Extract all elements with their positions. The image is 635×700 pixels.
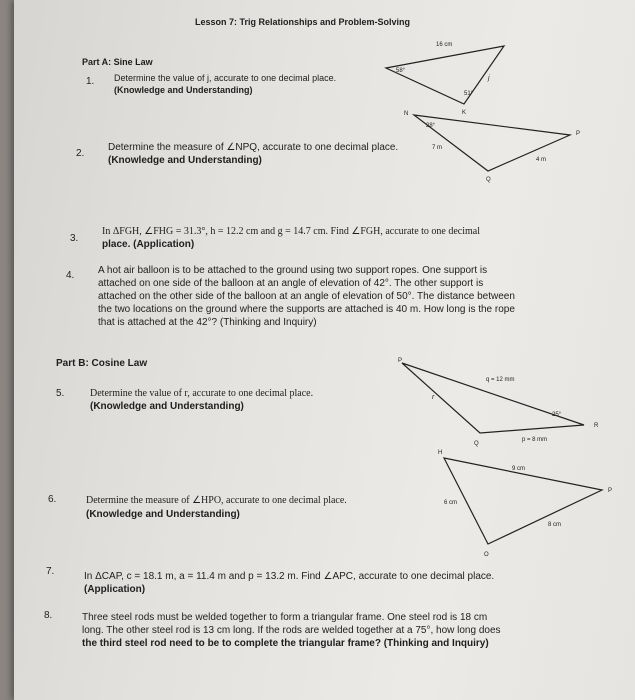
question-1-text: Determine the value of j, accurate to one decimal place. xyxy=(114,73,337,83)
question-3-line-1: In ΔFGH, ∠FHG = 31.3°, h = 12.2 cm and g = 14.7 cm. Find ∠FGH, accurate to one decimal xyxy=(102,226,481,237)
figure-1-angle-bottom: 51° xyxy=(464,91,474,97)
figure-1-triangle xyxy=(374,30,534,116)
question-1-tag: (Knowledge and Understanding) xyxy=(114,85,253,95)
figure-3-vertex-q: Q xyxy=(474,441,479,447)
question-6-text: Determine the measure of ∠HPO, accurate to one decimal place. xyxy=(86,495,347,506)
question-2-text: Determine the measure of ∠NPQ, accurate to one decimal place. xyxy=(108,142,399,153)
question-5-text: Determine the value of r, accurate to one decimal place. xyxy=(90,388,314,399)
question-7-text: In ΔCAP, c = 18.1 m, a = 11.4 m and p = 13.2 m. Find ∠APC, accurate to one decimal place. xyxy=(84,571,495,582)
question-2-tag: (Knowledge and Understanding) xyxy=(108,155,262,166)
question-4-line-5: that is attached at the 42°? (Thinking and Inquiry) xyxy=(98,317,317,328)
figure-4-side-left: 6 cm xyxy=(444,500,458,506)
question-2-number: 2. xyxy=(76,148,85,159)
question-8-line-3: the third steel rod need to be to complete the triangular frame? (Thinking and Inquiry) xyxy=(82,638,489,649)
question-3-line-2: place. (Application) xyxy=(102,239,195,250)
question-4-number: 4. xyxy=(66,270,75,281)
figure-3-vertex-p: P xyxy=(398,358,403,364)
question-8-number: 8. xyxy=(44,610,53,621)
figure-4-triangle xyxy=(434,442,624,562)
question-4-line-3: attached on the other side of the balloon at an angle of elevation of 50°. The distance between xyxy=(98,291,515,302)
figure-2-side-left: 7 m xyxy=(432,145,443,151)
part-a-heading: Part A: Sine Law xyxy=(82,57,153,67)
question-7-tag: (Application) xyxy=(84,584,146,595)
figure-4-side-top: 9 cm xyxy=(512,466,526,472)
figure-3-triangle xyxy=(394,355,614,455)
question-5-number: 5. xyxy=(56,388,65,399)
figure-4-vertex-o: O xyxy=(484,552,489,558)
figure-1-side-j: j xyxy=(488,75,490,82)
figure-2-triangle xyxy=(394,105,594,185)
question-6-tag: (Knowledge and Understanding) xyxy=(86,509,240,520)
page-title: Lesson 7: Trig Relationships and Problem-Solving xyxy=(195,17,411,27)
figure-2-side-right: 4 m xyxy=(536,157,547,163)
question-8-line-1: Three steel rods must be welded together to form a triangular frame. One steel rod is 18 cm xyxy=(82,612,488,623)
figure-2-vertex-q: Q xyxy=(486,177,491,183)
figure-3-side-q: q = 12 mm xyxy=(486,377,515,383)
figure-3-side-r: r xyxy=(432,394,435,401)
question-5-tag: (Knowledge and Understanding) xyxy=(90,401,244,412)
figure-2-vertex-p: P xyxy=(576,131,581,137)
figure-1-angle-left: 58° xyxy=(396,68,406,74)
question-4-line-1: A hot air balloon is to be attached to the ground using two support ropes. One support is xyxy=(98,265,488,276)
question-7-number: 7. xyxy=(46,566,55,577)
question-3-number: 3. xyxy=(70,233,79,244)
figure-4-side-right: 8 cm xyxy=(548,522,562,528)
part-b-heading: Part B: Cosine Law xyxy=(56,358,148,369)
question-4-line-2: attached on one side of the balloon at an angle of elevation of 42°. The other support is xyxy=(98,278,484,289)
figure-1-top-label: 16 cm xyxy=(436,42,453,48)
figure-3-vertex-r: R xyxy=(594,423,599,429)
figure-4-vertex-h: H xyxy=(438,450,443,456)
figure-4-vertex-p: P xyxy=(608,488,613,494)
figure-2-vertex-n: N xyxy=(404,111,409,117)
figure-2-angle-n: 28° xyxy=(426,123,436,129)
question-6-number: 6. xyxy=(48,494,57,505)
worksheet-page xyxy=(14,0,635,700)
figure-3-angle: 25° xyxy=(552,412,562,418)
question-1-number: 1. xyxy=(86,76,95,87)
figure-1-vertex-k: K xyxy=(462,110,467,116)
question-4-line-4: the two locations on the ground where the supports are attached is 40 m. How long is the rope xyxy=(98,304,515,315)
question-8-line-2: long. The other steel rod is 13 cm long. If the rods are welded together at a 75°, how long does xyxy=(82,625,501,636)
figure-3-side-p: p = 8 mm xyxy=(522,437,548,443)
